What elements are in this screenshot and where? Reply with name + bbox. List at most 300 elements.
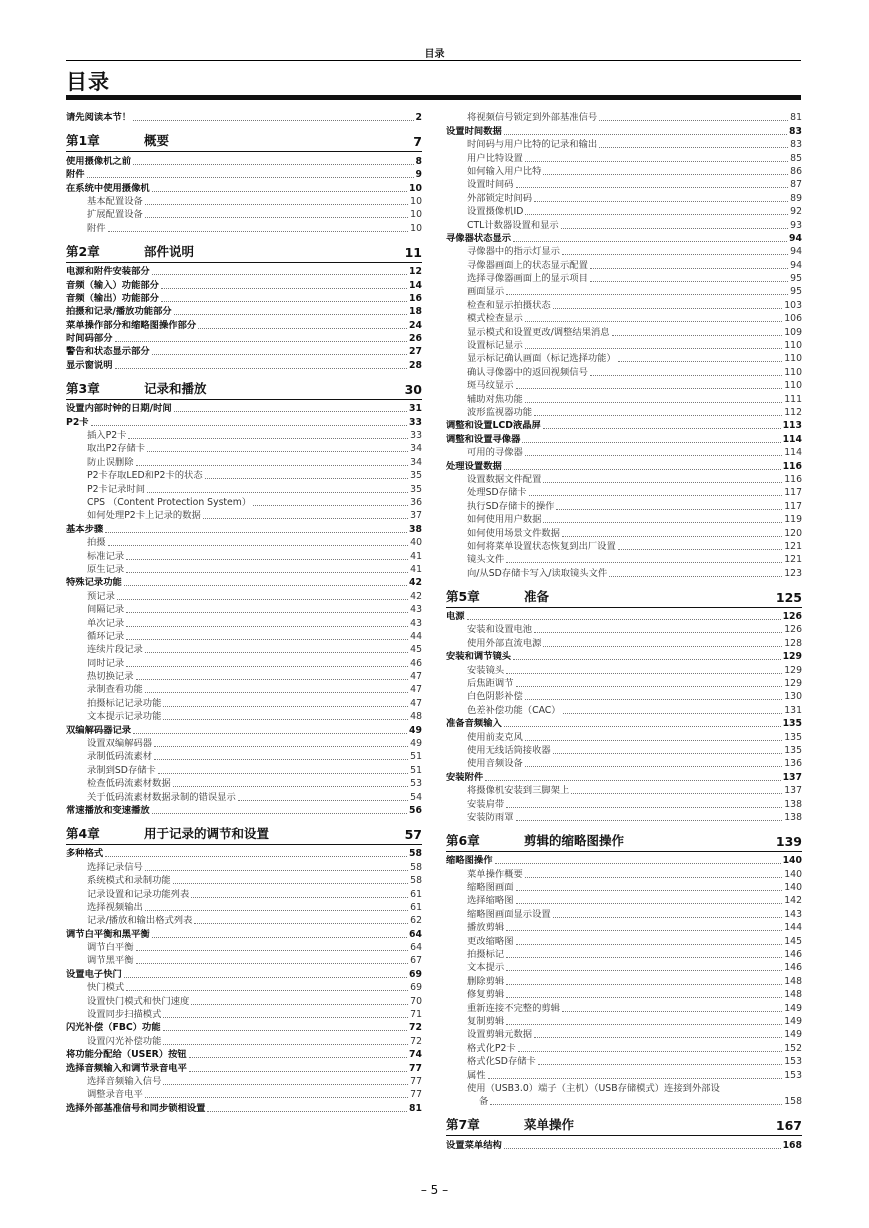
toc-entry-title: 录制到SD存储卡 — [87, 764, 156, 776]
toc-entry-page: 51 — [410, 764, 422, 776]
toc-subsection[interactable] — [66, 790, 422, 803]
toc-subsection[interactable] — [446, 513, 802, 526]
toc-subsection[interactable] — [66, 710, 422, 723]
toc-subsection[interactable] — [446, 406, 802, 419]
toc-subsection[interactable] — [446, 730, 802, 743]
toc-entry-page: 110 — [784, 340, 802, 352]
dot-leader — [485, 780, 780, 781]
toc-entry-title: 使用外部直流电源 — [467, 637, 542, 649]
toc-entry-title: 基本步骤 — [66, 523, 104, 535]
dot-leader — [136, 963, 409, 964]
toc-entry-title: 格式化SD存储卡 — [467, 1056, 536, 1068]
toc-entry-page: 61 — [410, 888, 422, 900]
toc-subsection[interactable] — [66, 914, 422, 927]
dot-leader — [525, 877, 782, 878]
toc-entry-page: 58 — [409, 848, 422, 860]
toc-section[interactable] — [446, 650, 802, 663]
toc-subsection[interactable] — [446, 677, 802, 690]
toc-subsection[interactable] — [446, 446, 802, 459]
dot-leader — [145, 204, 408, 205]
toc-entry-page: 53 — [410, 778, 422, 790]
toc-subsection[interactable] — [66, 549, 422, 562]
toc-entry-page: 140 — [784, 882, 802, 894]
dot-leader — [590, 375, 782, 376]
toc-section[interactable] — [66, 804, 422, 817]
toc-entry-title: 使用（USB3.0）端子（主机）（USB存储模式）连接到外部设 — [467, 1082, 720, 1094]
toc-entry-page: 56 — [409, 804, 422, 816]
toc-entry-title: 调节白平衡和黑平衡 — [66, 928, 150, 940]
toc-entry-page: 116 — [782, 460, 802, 472]
toc-entry-page: 149 — [784, 1002, 802, 1014]
toc-entry-page: 2 — [415, 112, 422, 124]
toc-subsection[interactable] — [66, 482, 422, 495]
toc-entry-page: 123 — [784, 567, 802, 579]
toc-entry-page: 10 — [409, 182, 422, 194]
toc-subsection[interactable] — [446, 339, 802, 352]
dot-leader — [145, 692, 408, 693]
toc-subsection[interactable] — [66, 496, 422, 509]
toc-subsection[interactable] — [446, 907, 802, 920]
toc-subsection[interactable] — [446, 690, 802, 703]
toc-subsection[interactable] — [66, 1034, 422, 1047]
toc-entry-page: 145 — [784, 935, 802, 947]
toc-entry-title: 设置数据文件配置 — [467, 473, 542, 485]
toc-entry-title: 修复剪辑 — [467, 989, 505, 1001]
toc-entry-title: 安装和设置电池 — [467, 624, 533, 636]
dot-leader — [518, 1051, 783, 1052]
toc-subsection[interactable] — [446, 365, 802, 378]
toc-entry-title: 电源和附件安装部分 — [66, 266, 150, 278]
toc-entry-page: 45 — [410, 644, 422, 656]
toc-subsection[interactable] — [446, 165, 802, 178]
toc-entry-title: 显示模式和设置更改/调整结果消息 — [467, 326, 610, 338]
dot-leader — [105, 856, 407, 857]
dot-leader — [163, 1017, 408, 1018]
toc-subsection[interactable] — [66, 442, 422, 455]
toc-entry-page: 58 — [410, 875, 422, 887]
toc-subsection[interactable] — [66, 536, 422, 549]
toc-entry-title: 选择视频输出 — [87, 901, 143, 913]
toc-entry-page: 37 — [410, 510, 422, 522]
toc-entry-page: 70 — [410, 995, 422, 1007]
toc-subsection[interactable] — [446, 285, 802, 298]
toc-subsection[interactable] — [446, 218, 802, 231]
toc-subsection[interactable] — [446, 298, 802, 311]
toc-section[interactable] — [66, 723, 422, 736]
toc-entry-title: 音频（输入）功能部分 — [66, 279, 159, 291]
toc-entry-page: 136 — [784, 758, 802, 770]
toc-subsection[interactable] — [66, 603, 422, 616]
toc-section[interactable] — [66, 402, 422, 415]
toc-subsection[interactable] — [66, 455, 422, 468]
dot-leader — [506, 997, 782, 998]
toc-subsection[interactable] — [66, 941, 422, 954]
dot-leader — [561, 228, 788, 229]
dot-leader — [136, 465, 409, 466]
toc-subsection[interactable] — [66, 954, 422, 967]
toc-entry-title: 在系统中使用摄像机 — [66, 182, 150, 194]
toc-subsection[interactable] — [446, 258, 802, 271]
toc-entry[interactable] — [446, 1082, 802, 1109]
toc-section[interactable] — [66, 292, 422, 305]
dot-leader — [126, 666, 408, 667]
toc-subsection[interactable] — [446, 703, 802, 716]
toc-subsection[interactable] — [66, 616, 422, 629]
toc-subsection[interactable] — [446, 205, 802, 218]
toc-entry-title: 设置剪辑元数据 — [467, 1029, 533, 1041]
toc-section[interactable] — [66, 345, 422, 358]
toc-subsection[interactable] — [66, 777, 422, 790]
toc-entry-page: 62 — [410, 915, 422, 927]
toc-entry-title: 录制低码流素材 — [87, 751, 153, 763]
running-header: 目录 — [424, 49, 445, 60]
toc-entry-page: 93 — [790, 219, 802, 231]
toc-subsection[interactable] — [66, 1075, 422, 1088]
toc-subsection[interactable] — [446, 272, 802, 285]
toc-section[interactable] — [66, 358, 422, 371]
toc-entry-title: 基本配置设备 — [87, 195, 143, 207]
toc-subsection[interactable] — [446, 948, 802, 961]
toc-subsection[interactable] — [66, 643, 422, 656]
toc-subsection[interactable] — [446, 1001, 802, 1014]
toc-section[interactable] — [66, 522, 422, 535]
dot-leader — [534, 1037, 782, 1038]
toc-entry-page: 144 — [784, 922, 802, 934]
toc-entry-title: 单次记录 — [87, 617, 125, 629]
toc-entry-title: 格式化P2卡 — [467, 1042, 516, 1054]
toc-entry-title: 删除剪辑 — [467, 975, 505, 987]
toc-entry-title: 寻像器状态显示 — [446, 232, 512, 244]
toc-subsection[interactable] — [66, 1008, 422, 1021]
toc-entry-page: 94 — [790, 246, 802, 258]
chapter-heading[interactable] — [66, 132, 422, 152]
dot-leader — [543, 174, 788, 175]
toc-entry-page: 148 — [784, 989, 802, 1001]
toc-section[interactable] — [446, 124, 802, 137]
toc-entry-title: 安装防雨罩 — [467, 811, 514, 823]
dot-leader — [173, 883, 408, 884]
dot-leader — [513, 659, 780, 660]
toc-section[interactable] — [446, 854, 802, 867]
toc-section[interactable] — [446, 717, 802, 730]
toc-subsection[interactable] — [446, 312, 802, 325]
toc-entry-title: 扩展配置设备 — [87, 209, 143, 221]
toc-subsection[interactable] — [66, 737, 422, 750]
toc-subsection[interactable] — [446, 974, 802, 987]
toc-entry-page: 12 — [409, 266, 422, 278]
toc-entry-title: 循环记录 — [87, 630, 125, 642]
dot-leader — [117, 599, 408, 600]
toc-section[interactable] — [66, 154, 422, 167]
toc-subsection[interactable] — [446, 486, 802, 499]
toc-section[interactable] — [66, 265, 422, 278]
toc-entry-title: 调节黑平衡 — [87, 955, 134, 967]
toc-entry-page: 42 — [409, 577, 422, 589]
toc-entry-page: 135 — [784, 731, 802, 743]
toc-subsection[interactable] — [66, 630, 422, 643]
chapter-heading[interactable] — [446, 832, 802, 852]
chapter-number: 第7章 — [446, 1117, 480, 1133]
dot-leader — [136, 679, 409, 680]
toc-subsection[interactable] — [446, 757, 802, 770]
dot-leader — [124, 585, 407, 586]
toc-entry-page: 146 — [784, 949, 802, 961]
toc-subsection[interactable] — [66, 469, 422, 482]
dot-leader — [191, 1004, 408, 1005]
toc-subsection[interactable] — [446, 553, 802, 566]
toc-subsection[interactable] — [446, 881, 802, 894]
toc-entry-page: 48 — [410, 711, 422, 723]
toc-subsection[interactable] — [446, 1015, 802, 1028]
dot-leader — [562, 536, 782, 537]
toc-subsection[interactable] — [446, 797, 802, 810]
toc-subsection[interactable] — [446, 1041, 802, 1054]
toc-section[interactable] — [446, 432, 802, 445]
toc-entry-title: 安装附件 — [446, 771, 484, 783]
toc-entry-title: 调整录音电平 — [87, 1089, 143, 1101]
toc-subsection[interactable] — [446, 1068, 802, 1081]
toc-entry-title: 寻像器画面上的状态显示配置 — [467, 259, 588, 271]
toc-subsection[interactable] — [66, 901, 422, 914]
toc-entry-title: 音频（输出）功能部分 — [66, 292, 159, 304]
toc-entry-page: 94 — [789, 232, 802, 244]
dot-leader — [198, 328, 407, 329]
dot-leader — [467, 619, 781, 620]
toc-entry-title: 拍摄 — [87, 537, 106, 549]
toc-entry-title: 可用的寻像器 — [467, 447, 523, 459]
toc-subsection[interactable] — [66, 750, 422, 763]
toc-section[interactable] — [66, 332, 422, 345]
toc-subsection[interactable] — [66, 221, 422, 234]
dot-leader — [553, 917, 783, 918]
toc-section[interactable] — [66, 1048, 422, 1061]
toc-subsection[interactable] — [446, 473, 802, 486]
toc-subsection[interactable] — [446, 566, 802, 579]
toc-entry-page: 129 — [784, 678, 802, 690]
toc-entry-page: 94 — [790, 259, 802, 271]
toc-entry-page: 34 — [410, 456, 422, 468]
toc-entry-page: 146 — [784, 962, 802, 974]
toc-subsection[interactable] — [446, 811, 802, 824]
toc-entry-page: 47 — [410, 684, 422, 696]
toc-subsection[interactable] — [66, 887, 422, 900]
toc-subsection[interactable] — [446, 663, 802, 676]
toc-entry-title: 显示标记确认画面（标记选择功能） — [467, 353, 616, 365]
toc-subsection[interactable] — [446, 138, 802, 151]
chapter-title: 记录和播放 — [144, 380, 207, 396]
toc-entry-title: 防止误删除 — [87, 456, 134, 468]
chapter-heading[interactable] — [66, 825, 422, 845]
toc-subsection[interactable] — [446, 325, 802, 338]
chapter-heading[interactable] — [446, 1116, 802, 1136]
toc-subsection[interactable] — [66, 589, 422, 602]
toc-section[interactable] — [66, 1021, 422, 1034]
toc-section[interactable] — [66, 1061, 422, 1074]
dot-leader — [525, 214, 788, 215]
toc-section[interactable] — [66, 111, 422, 124]
toc-subsection[interactable] — [66, 696, 422, 709]
toc-section[interactable] — [446, 1138, 802, 1151]
toc-subsection[interactable] — [446, 867, 802, 880]
toc-section[interactable] — [446, 459, 802, 472]
chapter-title: 准备 — [524, 588, 550, 604]
toc-subsection[interactable] — [446, 988, 802, 1001]
toc-subsection[interactable] — [66, 981, 422, 994]
toc-subsection[interactable] — [446, 379, 802, 392]
toc-entry-title: 调整和设置LCD液晶屏 — [446, 420, 541, 432]
toc-subsection[interactable] — [66, 683, 422, 696]
toc-subsection[interactable] — [446, 921, 802, 934]
toc-entry-page: 58 — [410, 861, 422, 873]
toc-entry-title: P2卡 — [66, 416, 89, 428]
toc-subsection[interactable] — [446, 636, 802, 649]
toc-entry-page: 121 — [784, 540, 802, 552]
toc-subsection[interactable] — [446, 191, 802, 204]
toc-section[interactable] — [66, 576, 422, 589]
toc-subsection[interactable] — [446, 540, 802, 553]
toc-subsection[interactable] — [446, 526, 802, 539]
toc-section[interactable] — [446, 610, 802, 623]
toc-entry-title: 附件 — [66, 169, 85, 181]
toc-entry-title: 连续片段记录 — [87, 644, 143, 656]
toc-entry-page: 168 — [782, 1139, 802, 1151]
toc-section[interactable] — [446, 770, 802, 783]
toc-section[interactable] — [66, 415, 422, 428]
dot-leader — [529, 495, 783, 496]
toc-entry-page: 130 — [784, 691, 802, 703]
toc-entry-page: 129 — [784, 664, 802, 676]
dot-leader — [504, 469, 781, 470]
toc-subsection[interactable] — [446, 623, 802, 636]
toc-entry-title: 原生记录 — [87, 563, 125, 575]
toc-section[interactable] — [66, 927, 422, 940]
toc-entry-title: 检查低码流素材数据 — [87, 778, 171, 790]
toc-subsection[interactable] — [446, 151, 802, 164]
toc-subsection[interactable] — [446, 1028, 802, 1041]
toc-entry-page: 86 — [790, 165, 802, 177]
toc-entry-title: 菜单操作概要 — [467, 868, 523, 880]
toc-entry-title: 双编解码器记录 — [66, 724, 132, 736]
toc-entry-page: 114 — [784, 447, 802, 459]
toc-entry-title: 选择寻像器画面上的显示项目 — [467, 273, 588, 285]
dot-leader — [163, 706, 408, 707]
dot-leader — [126, 639, 408, 640]
dot-leader — [506, 294, 788, 295]
dot-leader — [126, 572, 408, 573]
dot-leader — [158, 773, 408, 774]
toc-entry-title: 同时记录 — [87, 657, 125, 669]
dot-leader — [145, 652, 408, 653]
chapter-page: 125 — [775, 589, 802, 605]
toc-section[interactable] — [446, 419, 802, 432]
toc-subsection[interactable] — [66, 509, 422, 522]
toc-subsection[interactable] — [66, 874, 422, 887]
toc-subsection[interactable] — [446, 961, 802, 974]
toc-entry-title: 警告和状态显示部分 — [66, 346, 150, 358]
toc-entry-title: 执行SD存储卡的操作 — [467, 500, 555, 512]
toc-entry-title: 如何将菜单设置状态恢复到出厂设置 — [467, 540, 616, 552]
toc-subsection[interactable] — [446, 111, 802, 124]
chapter-heading[interactable] — [446, 588, 802, 608]
page-title: 目录 — [66, 70, 110, 94]
toc-subsection[interactable] — [66, 195, 422, 208]
toc-entry-title: 处理SD存储卡 — [467, 487, 527, 499]
toc-entry-page: 135 — [782, 718, 802, 730]
toc-subsection[interactable] — [446, 499, 802, 512]
toc-section[interactable] — [66, 278, 422, 291]
toc-section[interactable] — [446, 232, 802, 245]
toc-subsection[interactable] — [446, 1055, 802, 1068]
toc-subsection[interactable] — [446, 178, 802, 191]
toc-subsection[interactable] — [66, 656, 422, 669]
toc-subsection[interactable] — [66, 670, 422, 683]
toc-subsection[interactable] — [446, 744, 802, 757]
toc-entry-page: 49 — [410, 738, 422, 750]
toc-entry-title: 系统模式和录制功能 — [87, 875, 171, 887]
toc-section[interactable] — [66, 305, 422, 318]
toc-subsection[interactable] — [446, 934, 802, 947]
toc-entry-page: 40 — [410, 537, 422, 549]
dot-leader — [147, 451, 408, 452]
toc-subsection[interactable] — [446, 245, 802, 258]
dot-leader — [513, 241, 787, 242]
toc-entry-title: 斑马纹显示 — [467, 380, 514, 392]
chapter-title: 概要 — [144, 133, 170, 149]
toc-section[interactable] — [66, 967, 422, 980]
chapter-number: 第1章 — [66, 133, 100, 149]
toc-section[interactable] — [66, 847, 422, 860]
toc-subsection[interactable] — [446, 352, 802, 365]
toc-entry-title: 请先阅读本节！ — [66, 112, 132, 124]
toc-subsection[interactable] — [66, 1088, 422, 1101]
toc-section[interactable] — [66, 168, 422, 181]
toc-entry-page: 43 — [410, 617, 422, 629]
dot-leader — [618, 361, 782, 362]
toc-subsection[interactable] — [446, 784, 802, 797]
toc-subsection[interactable] — [66, 208, 422, 221]
chapter-heading[interactable] — [66, 380, 422, 400]
toc-subsection[interactable] — [66, 563, 422, 576]
toc-entry-page: 10 — [410, 195, 422, 207]
toc-entry-page: 128 — [784, 637, 802, 649]
chapter-title: 菜单操作 — [524, 1117, 575, 1133]
toc-section[interactable] — [66, 1101, 422, 1114]
toc-section[interactable] — [66, 318, 422, 331]
chapter-heading[interactable] — [66, 243, 422, 263]
toc-entry-title: CPS （Content Protection System） — [87, 496, 252, 508]
dot-leader — [506, 673, 782, 674]
toc-subsection[interactable] — [66, 763, 422, 776]
toc-subsection[interactable] — [66, 994, 422, 1007]
toc-subsection[interactable] — [66, 429, 422, 442]
toc-entry-page: 24 — [409, 319, 422, 331]
toc-entry-page: 8 — [415, 155, 422, 167]
toc-subsection[interactable] — [446, 392, 802, 405]
toc-entry-title: 模式检查显示 — [467, 313, 523, 325]
toc-entry-title: 设置时间数据 — [446, 125, 502, 137]
toc-entry-title: 备 — [479, 1095, 489, 1107]
toc-entry-title: 取出P2存储卡 — [87, 443, 146, 455]
toc-entry-title: CTL计数器设置和显示 — [467, 219, 559, 231]
toc-subsection[interactable] — [446, 894, 802, 907]
toc-entry-page: 140 — [784, 868, 802, 880]
page-number: – 5 – — [420, 1183, 449, 1197]
toc-entry-page: 47 — [410, 697, 422, 709]
toc-section[interactable] — [66, 181, 422, 194]
toc-subsection[interactable] — [66, 860, 422, 873]
dot-leader — [516, 890, 783, 891]
chapter-page: 30 — [404, 381, 422, 397]
